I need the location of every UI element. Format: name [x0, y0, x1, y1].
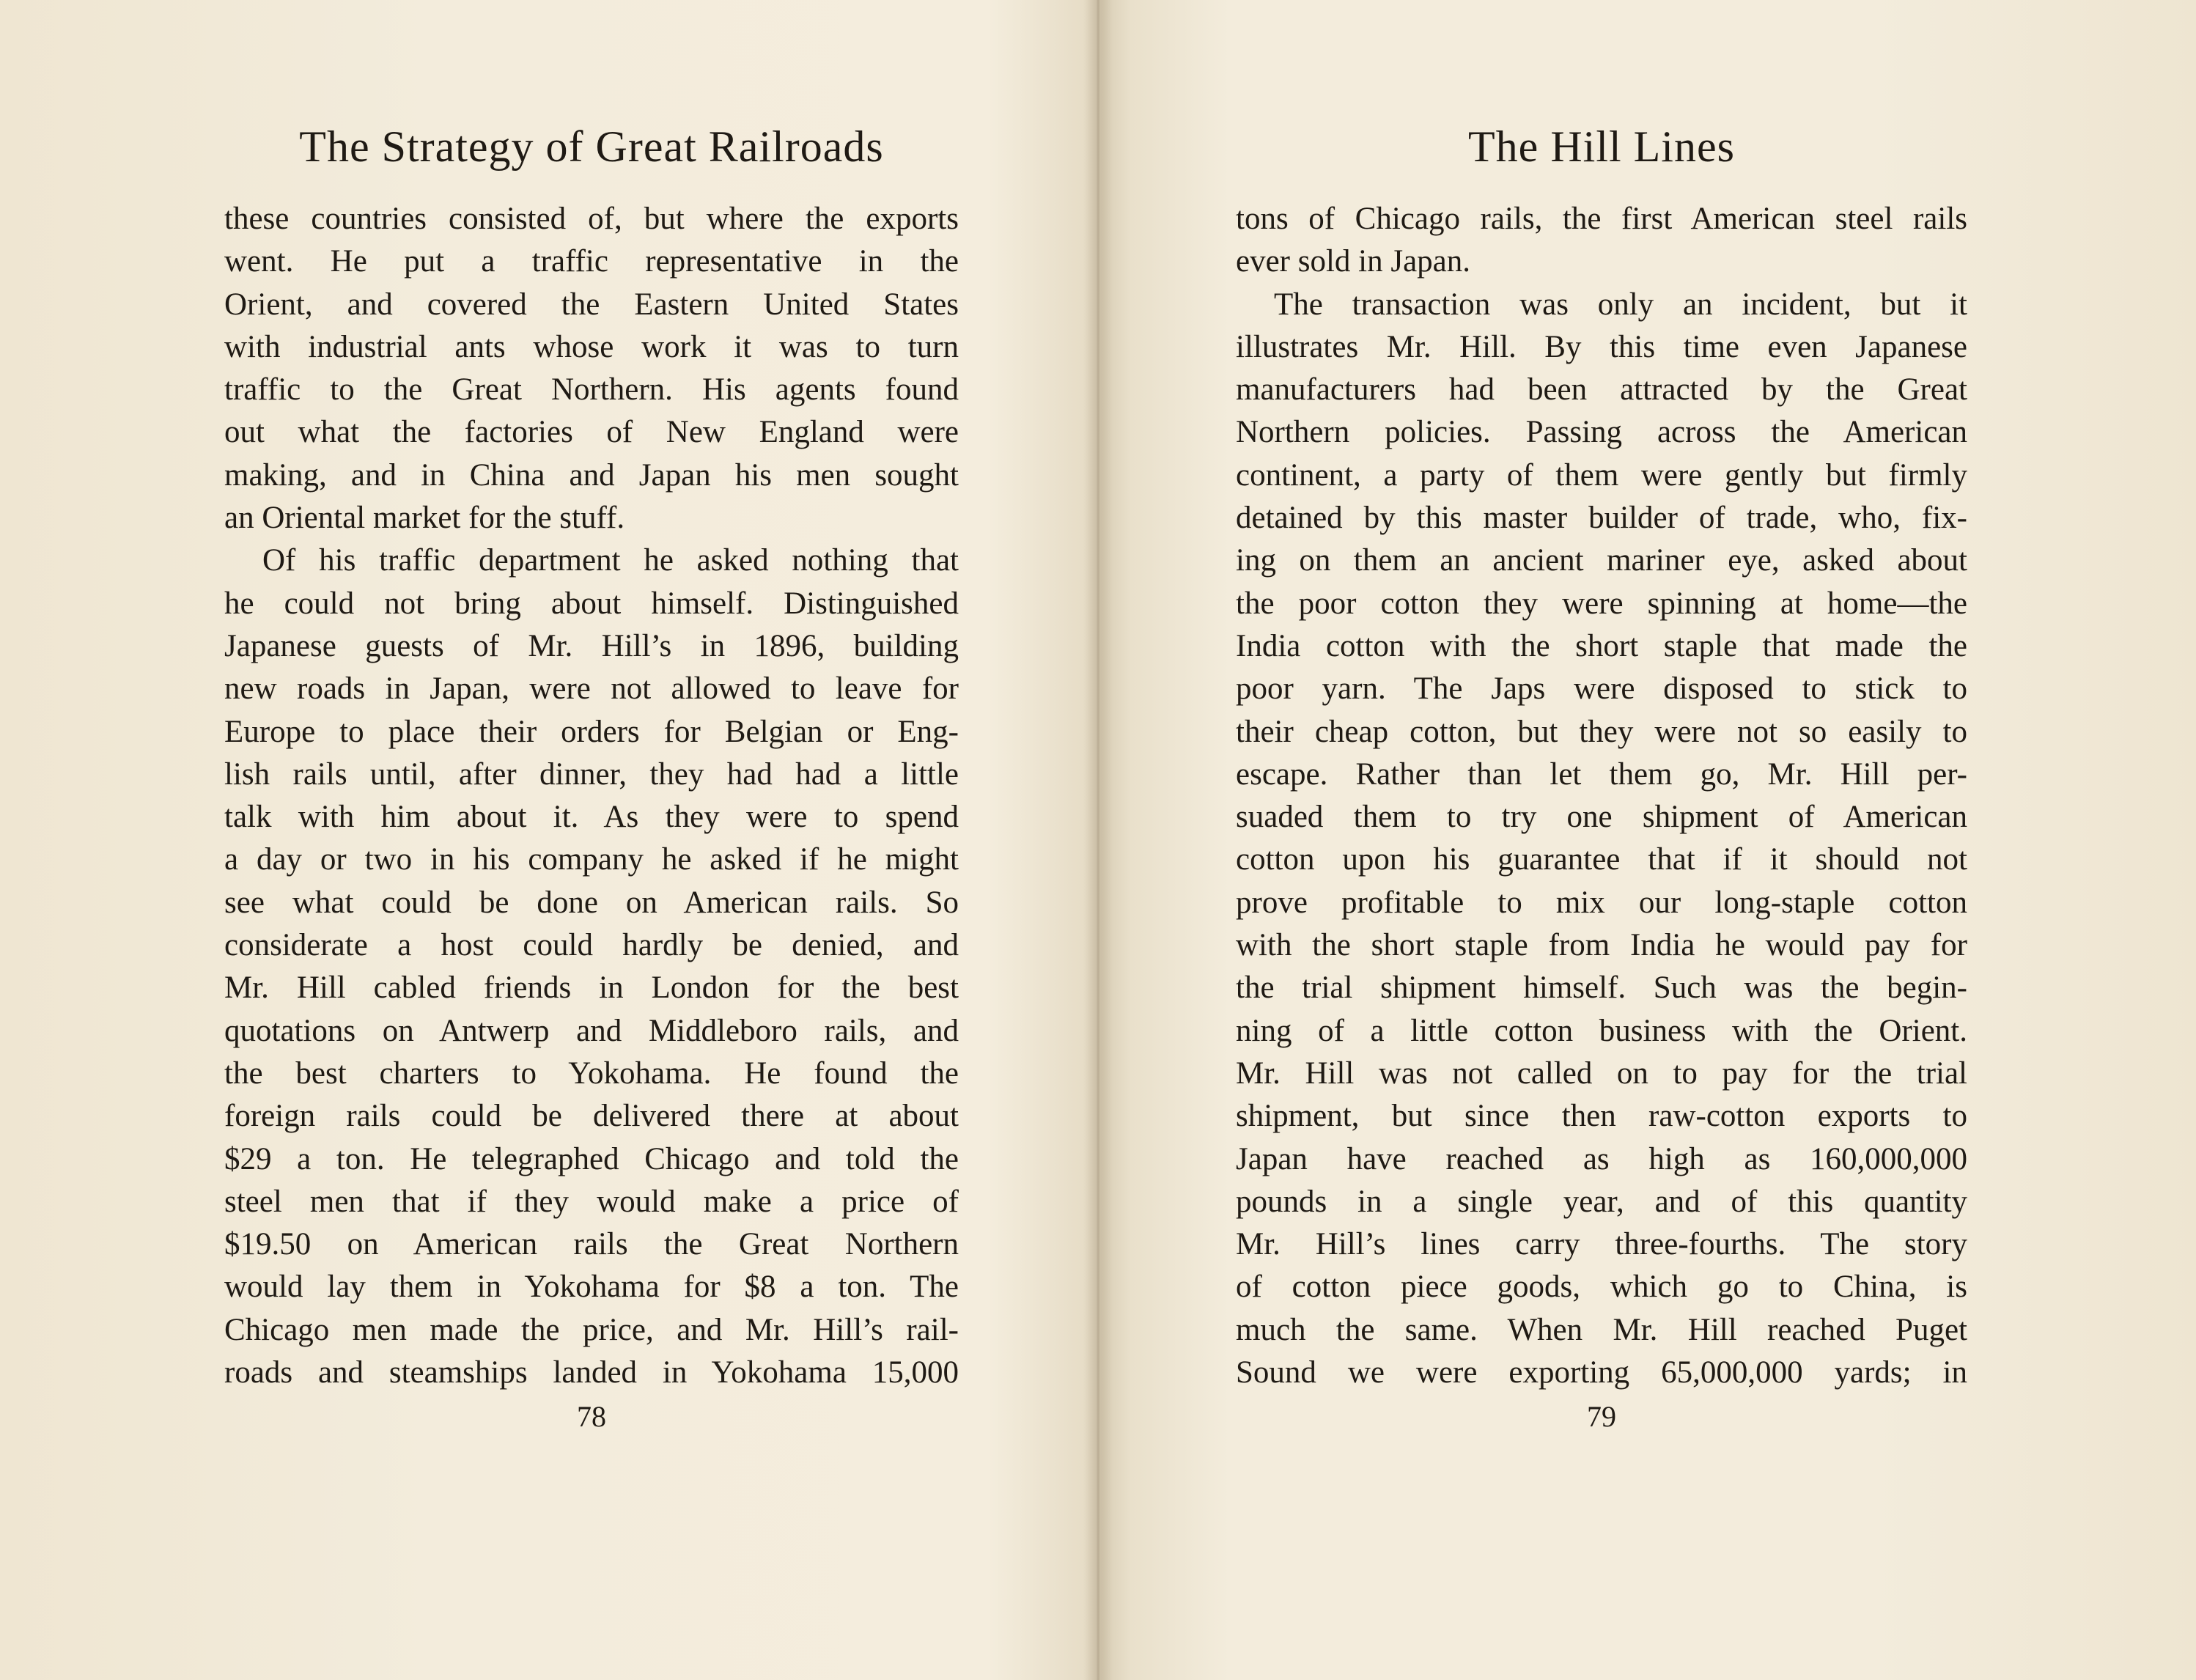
text-line: Mr. Hill’s lines carry three-fourths. The story — [1236, 1227, 1967, 1262]
text-line: pounds in a single year, and of this quantity — [1236, 1184, 1967, 1219]
text-line: foreign rails could be delivered there at about — [224, 1099, 959, 1134]
book-gutter — [1083, 0, 1113, 1680]
text-line: prove profitable to mix our long-staple cotton — [1236, 885, 1967, 920]
text-line: detained by this master builder of trade, who, fix- — [1236, 501, 1967, 536]
text-line: escape. Rather than let them go, Mr. Hill per- — [1236, 756, 1967, 792]
text-line: traffic to the Great Northern. His agents found — [224, 372, 959, 408]
text-line: ever sold in Japan. — [1236, 244, 1471, 279]
left-page — [224, 0, 959, 1680]
text-line: manufacturers had been attracted by the Great — [1236, 372, 1967, 408]
text-line: see what could be done on American rails. So — [224, 885, 959, 920]
left-running-header: The Strategy of Great Railroads — [299, 122, 884, 171]
text-line: these countries consisted of, but where the exports — [224, 202, 959, 236]
text-line: lish rails until, after dinner, they had had a little — [224, 756, 959, 792]
text-line: with the short staple from India he would pay for — [1236, 928, 1967, 963]
text-line: a day or two in his company he asked if he might — [224, 842, 959, 877]
right-page — [1236, 0, 1967, 1680]
text-line: considerate a host could hardly be denied, and — [224, 928, 959, 963]
text-line: an Oriental market for the stuff. — [224, 501, 625, 536]
text-line: their cheap cotton, but they were not so easily to — [1236, 714, 1967, 749]
text-line: went. He put a traffic representative in the — [224, 244, 959, 279]
text-line: steel men that if they would make a price of — [224, 1184, 959, 1219]
text-line: Northern policies. Passing across the American — [1236, 415, 1967, 450]
text-line: of cotton piece goods, which go to China, is — [1236, 1270, 1967, 1305]
text-line: India cotton with the short staple that made the — [1236, 628, 1967, 663]
right-running-header: The Hill Lines — [1468, 122, 1735, 171]
text-line: out what the factories of New England were — [224, 415, 959, 450]
right-page-body — [1236, 198, 1967, 1394]
text-line: suaded them to try one shipment of American — [1236, 800, 1967, 835]
text-line: roads and steamships landed in Yokohama 15,000 — [224, 1355, 959, 1390]
text-line: $29 a ton. He telegraphed Chicago and told the — [224, 1141, 959, 1176]
text-line: the best charters to Yokohama. He found the — [224, 1055, 959, 1091]
text-line: Chicago men made the price, and Mr. Hill’s rail- — [224, 1312, 959, 1347]
text-line: Japanese guests of Mr. Hill’s in 1896, building — [224, 628, 959, 663]
left-page-number: 78 — [577, 1400, 606, 1433]
text-line: with industrial ants whose work it was to turn — [224, 329, 959, 364]
text-line: poor yarn. The Japs were disposed to stick to — [1236, 671, 1967, 707]
text-line: the trial shipment himself. Such was the begin- — [1236, 970, 1967, 1006]
text-line: making, and in China and Japan his men sought — [224, 457, 959, 493]
text-line: Mr. Hill was not called on to pay for the trial — [1236, 1055, 1967, 1091]
text-line: Mr. Hill cabled friends in London for the best — [224, 970, 959, 1006]
text-line: new roads in Japan, were not allowed to leave for — [224, 671, 959, 707]
text-line: would lay them in Yokohama for $8 a ton. The — [224, 1270, 959, 1305]
text-line: he could not bring about himself. Distinguished — [224, 586, 959, 621]
text-line: cotton upon his guarantee that if it should not — [1236, 842, 1967, 877]
text-line: The transaction was only an incident, but it — [1274, 287, 1967, 322]
text-line: the poor cotton they were spinning at home—the — [1236, 586, 1967, 621]
text-line: ing on them an ancient mariner eye, asked about — [1236, 543, 1967, 578]
right-page-number: 79 — [1587, 1400, 1616, 1433]
text-line: Europe to place their orders for Belgian or Eng- — [224, 714, 959, 749]
text-line: continent, a party of them were gently but firmly — [1236, 457, 1967, 493]
text-line: quotations on Antwerp and Middleboro rails, and — [224, 1013, 959, 1048]
text-line: $19.50 on American rails the Great Northern — [224, 1227, 959, 1262]
text-line: Japan have reached as high as 160,000,000 — [1236, 1141, 1967, 1176]
text-line: Orient, and covered the Eastern United States — [224, 287, 959, 322]
text-line: illustrates Mr. Hill. By this time even Japanese — [1236, 329, 1967, 364]
text-line: ning of a little cotton business with the Orient. — [1236, 1013, 1967, 1048]
text-line: shipment, but since then raw-cotton exports to — [1236, 1099, 1967, 1134]
left-page-body — [224, 198, 959, 1394]
text-line: much the same. When Mr. Hill reached Puget — [1236, 1312, 1967, 1347]
text-line: Of his traffic department he asked nothing that — [262, 543, 959, 578]
text-line: talk with him about it. As they were to spend — [224, 800, 959, 835]
text-line: tons of Chicago rails, the first American steel rails — [1236, 202, 1967, 236]
text-line: Sound we were exporting 65,000,000 yards; in — [1236, 1355, 1967, 1390]
